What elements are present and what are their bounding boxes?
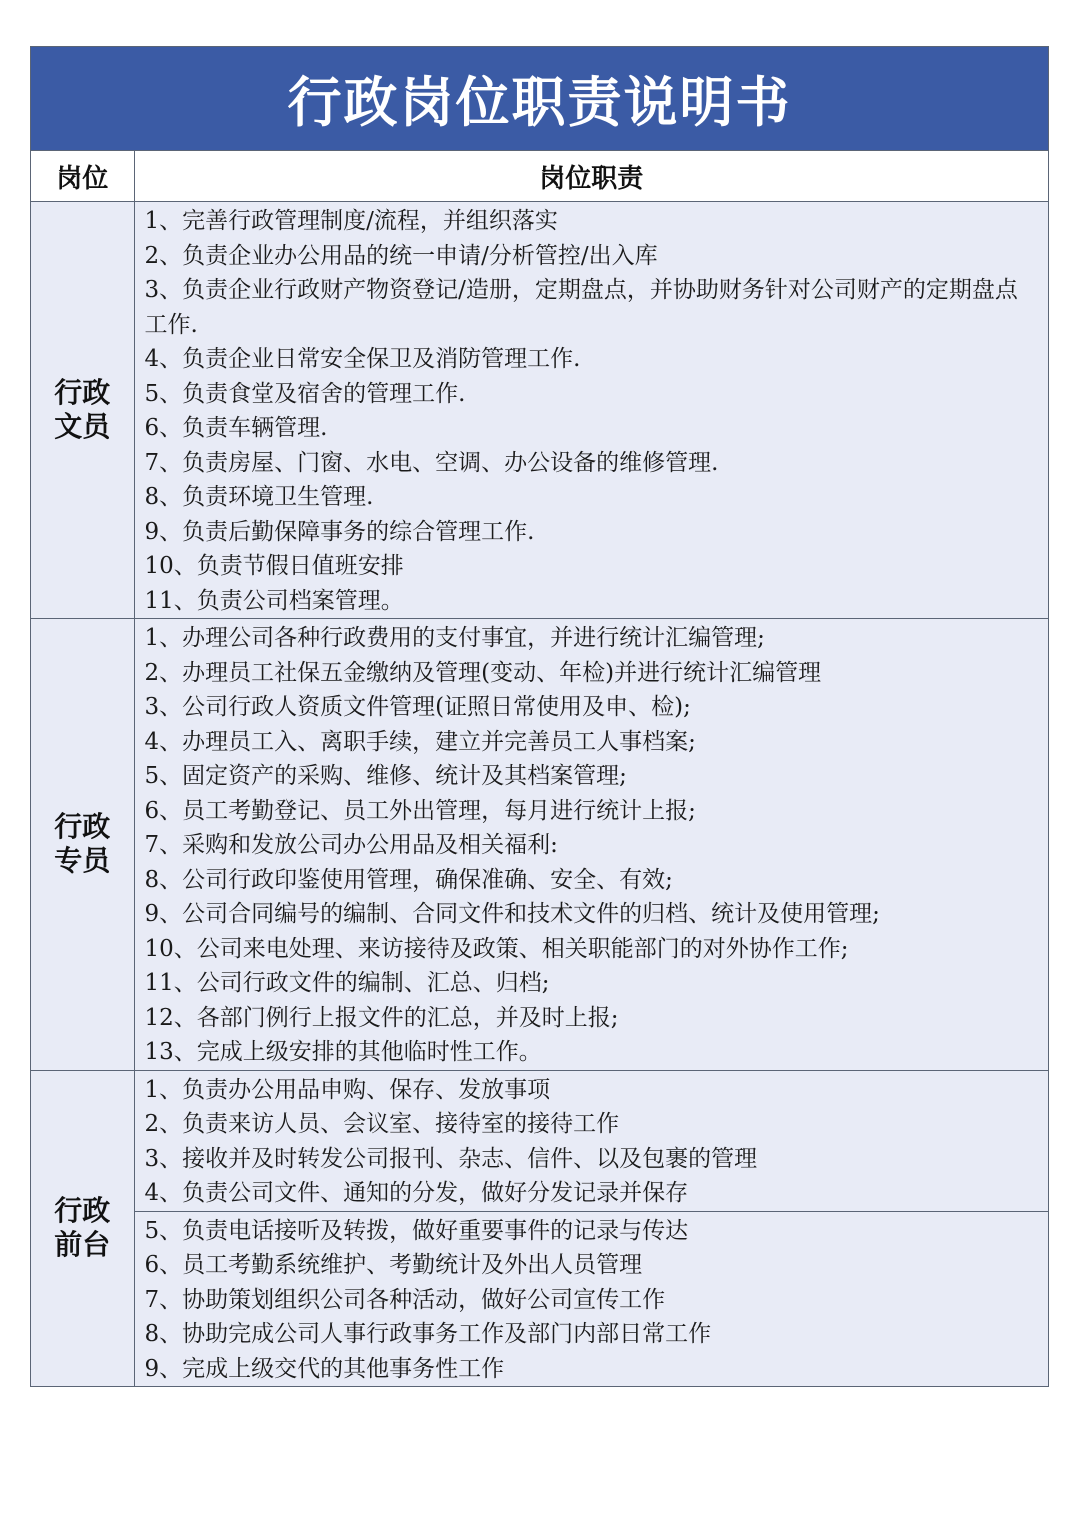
document-title: 行政岗位职责说明书 xyxy=(31,47,1048,151)
duty-item: 2、负责来访人员、会议室、接待室的接待工作 xyxy=(144,1111,620,1137)
duty-item: 6、员工考勤登记、员工外出管理，每月进行统计上报; xyxy=(144,797,696,824)
duty-item: 1、完善行政管理制度/流程，并组织落实 xyxy=(144,208,558,234)
duty-item: 11、负责公司档案管理。 xyxy=(144,587,404,614)
duty-list xyxy=(135,1211,1049,1387)
duty-item: 4、负责公司文件、通知的分发，做好分发记录并保存 xyxy=(144,1180,689,1206)
duty-item: 13、完成上级安排的其他临时性工作。 xyxy=(144,1039,542,1065)
duty-item: 4、办理员工入、离职手续，建立并完善员工人事档案; xyxy=(144,728,696,755)
duty-item: 7、采购和发放公司办公用品及相关福利: xyxy=(144,832,558,858)
job-description-document xyxy=(30,46,1049,1387)
duties-clerk xyxy=(134,202,1048,619)
duty-item: 2、负责企业办公用品的统一申请/分析管控/出入库 xyxy=(144,242,658,269)
duty-item: 2、办理员工社保五金缴纳及管理(变动、年检)并进行统计汇编管理 xyxy=(144,659,822,686)
duty-item: 1、负责办公用品申购、保存、发放事项 xyxy=(144,1076,551,1103)
table-row-clerk xyxy=(31,202,1048,619)
duty-item: 6、负责车辆管理. xyxy=(144,415,328,441)
duties-table xyxy=(31,151,1048,1386)
duty-item: 6、员工考勤系统维护、考勤统计及外出人员管理 xyxy=(144,1252,643,1278)
duty-item: 10、公司来电处理、来访接待及政策、相关职能部门的对外协作工作; xyxy=(144,935,849,962)
duty-item: 10、负责节假日值班安排 xyxy=(144,553,404,579)
duty-item: 5、负责电话接听及转拨，做好重要事件的记录与传达 xyxy=(144,1217,689,1244)
duty-item: 9、完成上级交代的其他事务性工作 xyxy=(144,1355,505,1382)
duty-item: 8、公司行政印鉴使用管理，确保准确、安全、有效; xyxy=(144,866,673,893)
duty-list xyxy=(135,1071,1049,1211)
duty-item: 3、公司行政人资质文件管理(证照日常使用及申、检); xyxy=(144,694,691,720)
duty-item: 1、办理公司各种行政费用的支付事宜，并进行统计汇编管理; xyxy=(144,625,765,651)
duty-item: 9、负责后勤保障事务的综合管理工作. xyxy=(144,518,535,545)
role-specialist: 行政 专员 xyxy=(31,619,134,1071)
duty-item: 9、公司合同编号的编制、合同文件和技术文件的归档、统计及使用管理; xyxy=(144,901,880,927)
duty-item: 7、负责房屋、门窗、水电、空调、办公设备的维修管理. xyxy=(144,449,719,476)
table-row-specialist xyxy=(31,619,1048,1071)
duty-list xyxy=(145,204,1041,618)
table-header-row xyxy=(31,151,1048,202)
header-position: 岗位 xyxy=(31,151,134,202)
role-clerk: 行政 文员 xyxy=(31,202,134,619)
duty-item: 3、负责企业行政财产物资登记/造册，定期盘点，并协助财务针对公司财产的定期盘点工作. xyxy=(144,277,1018,338)
duty-item: 8、协助完成公司人事行政事务工作及部门内部日常工作 xyxy=(144,1321,712,1347)
duty-item: 5、固定资产的采购、维修、统计及其档案管理; xyxy=(144,763,627,789)
duties-specialist xyxy=(134,619,1048,1071)
duty-item: 12、各部门例行上报文件的汇总，并及时上报; xyxy=(144,1004,619,1031)
duty-item: 8、负责环境卫生管理. xyxy=(144,484,374,510)
role-reception: 行政 前台 xyxy=(31,1070,134,1386)
duty-item: 11、公司行政文件的编制、汇总、归档; xyxy=(144,970,550,996)
duty-item: 7、协助策划组织公司各种活动，做好公司宣传工作 xyxy=(144,1286,666,1313)
duty-item: 3、接收并及时转发公司报刊、杂志、信件、以及包裹的管理 xyxy=(144,1145,758,1172)
duty-item: 5、负责食堂及宿舍的管理工作. xyxy=(144,380,466,407)
table-row-reception xyxy=(31,1070,1048,1386)
header-duties: 岗位职责 xyxy=(134,151,1048,202)
duty-item: 4、负责企业日常安全保卫及消防管理工作. xyxy=(144,346,581,372)
duty-list xyxy=(145,621,1041,1070)
duties-reception xyxy=(134,1070,1048,1386)
